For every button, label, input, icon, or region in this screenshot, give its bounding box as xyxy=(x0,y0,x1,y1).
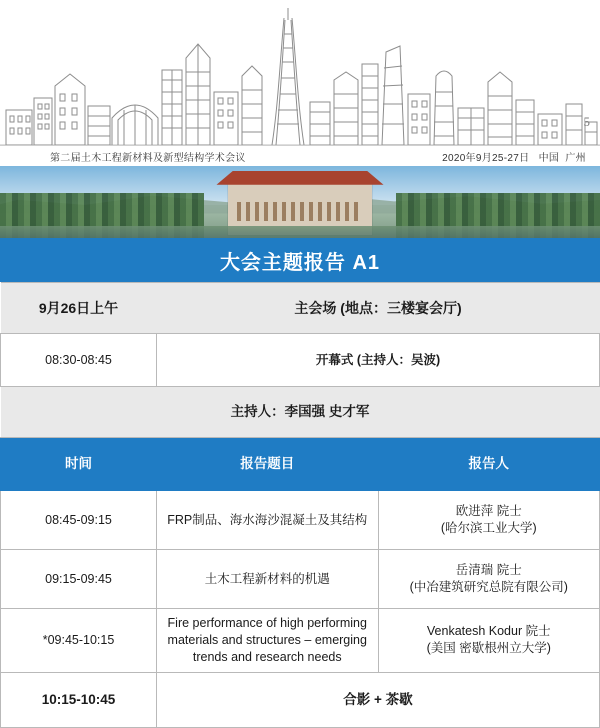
page-number: 5 xyxy=(583,114,590,129)
session-venue: 主会场 (地点：三楼宴会厅) xyxy=(157,283,600,334)
column-header-row xyxy=(1,438,600,491)
header-divider xyxy=(0,145,600,146)
row-time: 09:15-09:45 xyxy=(1,550,157,609)
chairs-row xyxy=(1,387,600,438)
photo-foreground xyxy=(0,226,600,238)
column-header-topic: 报告题目 xyxy=(157,438,379,491)
section-title-band xyxy=(0,238,600,282)
city-skyline-icon xyxy=(0,6,600,146)
row-speaker-org: (美国 密歇根州立大学) xyxy=(426,641,551,656)
opening-label: 开幕式 (主持人：吴波) xyxy=(157,334,600,387)
chairs-label: 主持人：李国强 史才军 xyxy=(1,387,600,438)
row-topic: FRP制品、海水海沙混凝土及其结构 xyxy=(157,491,379,550)
column-header-time: 时间 xyxy=(1,438,157,491)
row-topic: 土木工程新材料的机遇 xyxy=(157,550,379,609)
skyline-banner xyxy=(0,0,600,146)
row-time: *09:45-10:15 xyxy=(1,609,157,673)
closing-time: 10:15-10:45 xyxy=(1,672,157,727)
column-header-speaker: 报告人 xyxy=(378,438,600,491)
conference-meta-bar xyxy=(0,146,600,166)
campus-photo xyxy=(0,166,600,238)
conference-name: 第二届土木工程新材料及新型结构学术会议 xyxy=(50,152,246,164)
row-speaker-name: 欧进萍 院士 xyxy=(455,504,522,519)
table-row xyxy=(1,491,600,550)
opening-time: 08:30-08:45 xyxy=(1,334,157,387)
table-row xyxy=(1,609,600,673)
closing-row xyxy=(1,672,600,727)
session-header-row xyxy=(1,283,600,334)
row-speaker xyxy=(378,609,600,673)
section-title: 大会主题报告 A1 xyxy=(219,251,381,274)
table-row xyxy=(1,550,600,609)
row-topic: Fire performance of high performing materials and structures – emerging trends and research needs xyxy=(157,609,379,673)
opening-row xyxy=(1,334,600,387)
row-speaker-org: (哈尔滨工业大学) xyxy=(440,521,537,535)
session-date: 9月26日上午 xyxy=(1,283,157,334)
row-time: 08:45-09:15 xyxy=(1,491,157,550)
row-speaker-org: (中冶建筑研究总院有限公司) xyxy=(409,580,568,594)
closing-label: 合影 + 茶歇 xyxy=(157,672,600,727)
row-speaker-name: Venkatesh Kodur 院士 xyxy=(426,624,551,639)
row-speaker xyxy=(378,550,600,609)
conference-date-location: 2020年9月25-27日 中国 广州 xyxy=(442,152,586,164)
row-speaker xyxy=(378,491,600,550)
row-speaker-name: 岳清瑞 院士 xyxy=(455,563,522,578)
schedule-table xyxy=(0,282,600,728)
